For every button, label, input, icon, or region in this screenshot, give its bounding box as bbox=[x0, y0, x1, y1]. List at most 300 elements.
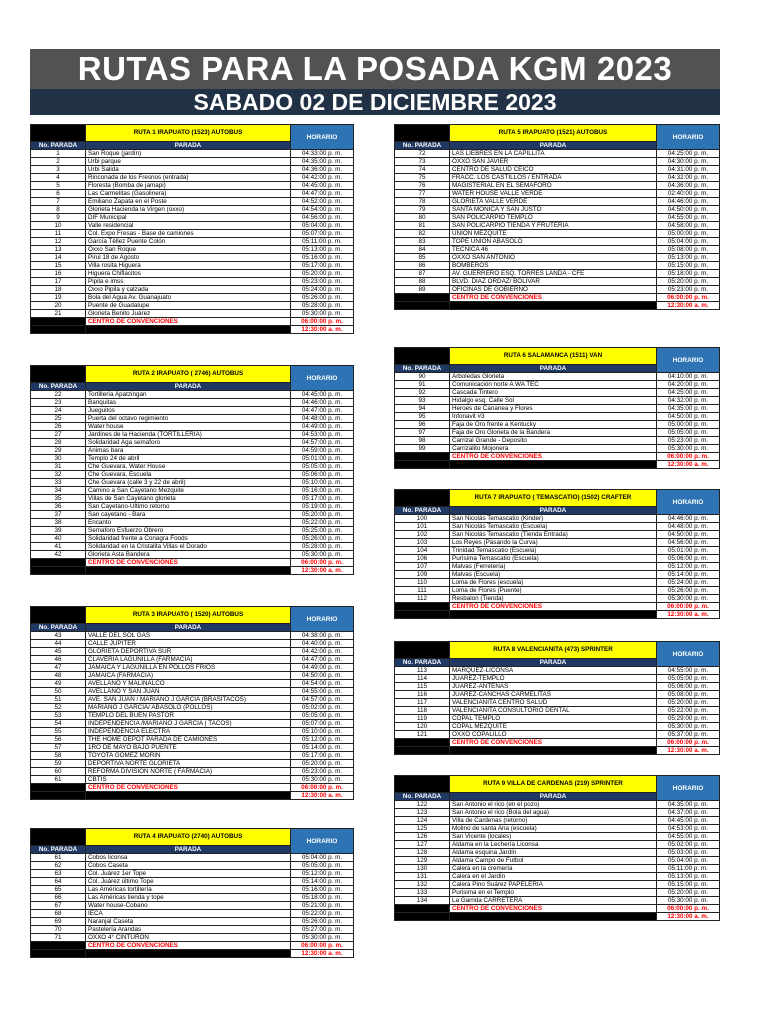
stop-time: 04:55:00 p. m. bbox=[657, 833, 720, 841]
stop-name: VALENCIANITA CENTRO SALUD bbox=[450, 699, 657, 707]
stop-name: Che Guevara, Water House bbox=[86, 463, 291, 471]
stop-time: 04:55:00 p. m. bbox=[657, 667, 720, 675]
stop-time: 05:30:00 p. m. bbox=[291, 934, 354, 942]
stop-name: Aldama en la Lechería Liconsa bbox=[450, 841, 657, 849]
destination-name: CENTRO DE CONVENCIONES bbox=[450, 294, 657, 302]
stop-name: Templo 24 de abril bbox=[86, 455, 291, 463]
table-row bbox=[31, 768, 354, 776]
stop-name: LAS LIEBRES EN LA CAPILLITA bbox=[450, 150, 657, 158]
stop-number: 32 bbox=[31, 471, 86, 479]
stop-number: 22 bbox=[31, 391, 86, 399]
stop-number: 18 bbox=[31, 286, 86, 294]
stop-name: San Roque (jardín) bbox=[86, 150, 291, 158]
table-row bbox=[31, 519, 354, 527]
stop-time: 04:48:00 p. m. bbox=[291, 415, 354, 423]
stop-time: 05:08:00 p. m. bbox=[657, 246, 720, 254]
route-schedule-table bbox=[30, 606, 354, 800]
stop-time: 04:59:00 p. m. bbox=[291, 447, 354, 455]
stop-name: Loma de Flores (Puente) bbox=[450, 587, 657, 595]
stop-time: 05:06:00 p. m. bbox=[291, 471, 354, 479]
stop-time: 05:04:00 p. m. bbox=[291, 854, 354, 862]
stop-time: 05:30:00 p. m. bbox=[291, 551, 354, 559]
stop-number: 69 bbox=[31, 918, 86, 926]
return-row bbox=[395, 611, 720, 619]
stop-name: Las Américas tienda y tope bbox=[86, 894, 291, 902]
horario-header: HORARIO bbox=[291, 607, 354, 632]
stop-time: 05:11:00 p. m. bbox=[657, 865, 720, 873]
return-time: 12:30:00 a. m. bbox=[291, 792, 354, 800]
table-row bbox=[395, 897, 720, 905]
stop-time: 04:37:00 p. m. bbox=[657, 809, 720, 817]
stop-name: Purisima en el Templo bbox=[450, 889, 657, 897]
stop-time: 04:40:00 p. m. bbox=[291, 640, 354, 648]
stop-name: SAN POLICARPIO TEMPLO bbox=[450, 214, 657, 222]
return-row bbox=[31, 326, 354, 334]
horario-header: HORARIO bbox=[291, 829, 354, 854]
stop-time: 05:19:00 p. m. bbox=[291, 503, 354, 511]
stop-number: 130 bbox=[395, 865, 450, 873]
stop-number: 54 bbox=[31, 720, 86, 728]
stop-number: 6 bbox=[31, 190, 86, 198]
table-row bbox=[395, 563, 720, 571]
stop-time: 05:24:00 p. m. bbox=[291, 286, 354, 294]
stop-time: 05:37:00 p. m. bbox=[657, 731, 720, 739]
stop-time: 05:02:00 p. m. bbox=[657, 841, 720, 849]
table-row bbox=[395, 683, 720, 691]
page-title: RUTAS PARA LA POSADA KGM 2023 bbox=[30, 49, 720, 89]
table-row bbox=[31, 150, 354, 158]
table-row bbox=[31, 934, 354, 942]
table-row bbox=[31, 910, 354, 918]
table-row bbox=[31, 447, 354, 455]
stop-name: MAGISTERIAL EN EL SEMAFORO bbox=[450, 182, 657, 190]
stop-number: 76 bbox=[395, 182, 450, 190]
stop-time: 04:45:00 p. m. bbox=[291, 182, 354, 190]
stop-name: Arboledas Glorieta bbox=[450, 373, 657, 381]
stop-number: 67 bbox=[31, 902, 86, 910]
stop-time: 04:47:00 p. m. bbox=[291, 190, 354, 198]
blank-cell bbox=[31, 792, 86, 800]
stop-name: INDEPENDENCIA ELECTRA bbox=[86, 728, 291, 736]
table-row bbox=[395, 699, 720, 707]
stop-number: 57 bbox=[31, 744, 86, 752]
table-row bbox=[395, 413, 720, 421]
table-row bbox=[31, 286, 354, 294]
table-row bbox=[31, 736, 354, 744]
destination-name: CENTRO DE CONVENCIONES bbox=[450, 739, 657, 747]
stop-name: Faja de Oro Glorieta de la Bandera bbox=[450, 429, 657, 437]
blank-cell bbox=[395, 490, 450, 507]
stop-time: 04:10:00 p. m. bbox=[657, 373, 720, 381]
stop-number: 94 bbox=[395, 405, 450, 413]
destination-name: CENTRO DE CONVENCIONES bbox=[86, 318, 291, 326]
stop-name: Valle residencial bbox=[86, 222, 291, 230]
table-row bbox=[395, 405, 720, 413]
stop-number: 20 bbox=[31, 302, 86, 310]
table-row bbox=[31, 230, 354, 238]
stop-time: 04:55:00 p. m. bbox=[291, 688, 354, 696]
stop-time: 05:12:00 p. m. bbox=[657, 563, 720, 571]
stop-name: TECNICA 46 bbox=[450, 246, 657, 254]
stop-name: JUAREZ-ANTENAS bbox=[450, 683, 657, 691]
table-row bbox=[31, 720, 354, 728]
blank-cell bbox=[395, 611, 450, 619]
table-row bbox=[395, 809, 720, 817]
stop-number: 92 bbox=[395, 389, 450, 397]
stop-number: 131 bbox=[395, 873, 450, 881]
table-row bbox=[31, 926, 354, 934]
stop-time: 05:30:00 p. m. bbox=[657, 595, 720, 603]
stop-time: 05:26:00 p. m. bbox=[291, 918, 354, 926]
stop-time: 04:53:00 p. m. bbox=[291, 431, 354, 439]
table-row bbox=[31, 752, 354, 760]
stop-number: 1 bbox=[31, 150, 86, 158]
stop-time: 05:11:00 p. m. bbox=[291, 238, 354, 246]
return-time: 12:30:00 a. m. bbox=[291, 950, 354, 958]
table-row bbox=[31, 878, 354, 886]
stop-number: 107 bbox=[395, 563, 450, 571]
stop-name: AVELLANO Y MALINALCO bbox=[86, 680, 291, 688]
stop-number: 24 bbox=[31, 407, 86, 415]
table-row bbox=[395, 182, 720, 190]
route-table-9 bbox=[394, 775, 720, 921]
stop-name: Puente de Guadalupe bbox=[86, 302, 291, 310]
table-row bbox=[31, 632, 354, 640]
stop-name: Comunicación norte A WA TEC bbox=[450, 381, 657, 389]
stop-number: 96 bbox=[395, 421, 450, 429]
table-row bbox=[395, 547, 720, 555]
stop-number: 102 bbox=[395, 531, 450, 539]
table-row bbox=[31, 182, 354, 190]
page-subtitle: SABADO 02 DE DICIEMBRE 2023 bbox=[30, 89, 720, 115]
stop-name: Calera Pino Suárez PAPELERIA bbox=[450, 881, 657, 889]
stop-time: 05:04:00 p. m. bbox=[657, 857, 720, 865]
stop-name: Glorieta Hacienda la Virgen (oxxo) bbox=[86, 206, 291, 214]
table-row bbox=[31, 680, 354, 688]
stop-name: VALLE DEL SOL GAS bbox=[86, 632, 291, 640]
stop-time: 05:29:00 p. m. bbox=[657, 715, 720, 723]
stop-name: Hidalgo esq. Calle Sol bbox=[450, 397, 657, 405]
stop-number: 81 bbox=[395, 222, 450, 230]
stop-name: Oxxo San Roque bbox=[86, 246, 291, 254]
column-header-no-parada: No. PARADA bbox=[31, 624, 86, 632]
route-table-2 bbox=[30, 365, 354, 575]
stop-number: 101 bbox=[395, 523, 450, 531]
stop-time: 05:28:00 p. m. bbox=[291, 543, 354, 551]
stop-time: 05:30:00 p. m. bbox=[657, 897, 720, 905]
stop-number: 91 bbox=[395, 381, 450, 389]
stop-number: 120 bbox=[395, 723, 450, 731]
table-row bbox=[31, 870, 354, 878]
table-row bbox=[31, 543, 354, 551]
stop-number: 98 bbox=[395, 437, 450, 445]
stop-number: 27 bbox=[31, 431, 86, 439]
stop-number: 84 bbox=[395, 246, 450, 254]
table-row bbox=[31, 640, 354, 648]
table-row bbox=[395, 262, 720, 270]
stop-number: 36 bbox=[31, 503, 86, 511]
destination-row bbox=[395, 294, 720, 302]
stop-name: IECA bbox=[86, 910, 291, 918]
table-row bbox=[395, 865, 720, 873]
stop-number: 64 bbox=[31, 878, 86, 886]
stop-name: REFORMA DIVISION NORTE ( FARMACIA) bbox=[86, 768, 291, 776]
stop-time: 05:14:00 p. m. bbox=[657, 571, 720, 579]
stop-number: 7 bbox=[31, 198, 86, 206]
table-row bbox=[31, 696, 354, 704]
return-row bbox=[395, 461, 720, 469]
stop-name: Purísima Temascatio (Escuela) bbox=[450, 555, 657, 563]
table-row bbox=[31, 399, 354, 407]
stop-time: 04:48:00 p. m. bbox=[657, 523, 720, 531]
table-row bbox=[31, 704, 354, 712]
stop-time: 05:13:00 p. m. bbox=[657, 254, 720, 262]
stop-number: 50 bbox=[31, 688, 86, 696]
stop-time: 04:50:00 p. m. bbox=[657, 206, 720, 214]
stop-name: OXXO SAN JAVIER bbox=[450, 158, 657, 166]
blank-cell bbox=[31, 567, 86, 575]
table-row bbox=[31, 391, 354, 399]
table-row bbox=[31, 648, 354, 656]
stop-name: Faja de Oro frente a Kentucky bbox=[450, 421, 657, 429]
stop-number: 33 bbox=[31, 479, 86, 487]
stop-number: 111 bbox=[395, 587, 450, 595]
stop-number: 65 bbox=[31, 886, 86, 894]
table-row bbox=[395, 230, 720, 238]
destination-name: CENTRO DE CONVENCIONES bbox=[450, 603, 657, 611]
stop-number: 127 bbox=[395, 841, 450, 849]
stop-number: 58 bbox=[31, 752, 86, 760]
destination-row bbox=[395, 739, 720, 747]
stop-name: Las Carmelitas (Gasolinera) bbox=[86, 190, 291, 198]
destination-name: CENTRO DE CONVENCIONES bbox=[86, 559, 291, 567]
horario-header: HORARIO bbox=[291, 125, 354, 150]
stop-name: Animas bara bbox=[86, 447, 291, 455]
stop-name: JUAREZ-CANCHAS CARMELITAS bbox=[450, 691, 657, 699]
stop-number: 62 bbox=[31, 862, 86, 870]
stop-number: 12 bbox=[31, 238, 86, 246]
table-row bbox=[31, 471, 354, 479]
stop-number: 8 bbox=[31, 206, 86, 214]
blank-cell bbox=[395, 913, 450, 921]
stop-number: 93 bbox=[395, 397, 450, 405]
table-row bbox=[31, 854, 354, 862]
stop-time: 05:01:00 p. m. bbox=[657, 547, 720, 555]
stop-name: Che Guevara (calle 3 y 22 de abril) bbox=[86, 479, 291, 487]
destination-name: CENTRO DE CONVENCIONES bbox=[450, 453, 657, 461]
stop-name: MARIANO J GARCIA/ ABASOLO (POLLOS) bbox=[86, 704, 291, 712]
stop-number: 70 bbox=[31, 926, 86, 934]
stop-name: CLAVERIA LAGUNILLA (FARMACIA) bbox=[86, 656, 291, 664]
table-row bbox=[395, 571, 720, 579]
stop-time: 05:21:00 p. m. bbox=[291, 902, 354, 910]
return-time: 12:30:00 a. m. bbox=[657, 747, 720, 755]
blank-cell bbox=[450, 913, 657, 921]
stop-time: 05:05:00 p. m. bbox=[657, 429, 720, 437]
stop-number: 42 bbox=[31, 551, 86, 559]
stop-number: 16 bbox=[31, 270, 86, 278]
stop-name: Aldama Campo de Futbol bbox=[450, 857, 657, 865]
stop-name: OFICINAS DE GOBIERNO bbox=[450, 286, 657, 294]
blank-cell bbox=[395, 739, 450, 747]
stop-name: Infonavit #3 bbox=[450, 413, 657, 421]
stop-number: 9 bbox=[31, 214, 86, 222]
stop-name: Encanto bbox=[86, 519, 291, 527]
stop-time: 04:46:00 p. m. bbox=[657, 515, 720, 523]
stop-number: 100 bbox=[395, 515, 450, 523]
stop-number: 87 bbox=[395, 270, 450, 278]
stop-time: 05:02:00 p. m. bbox=[291, 704, 354, 712]
stop-time: 05:20:00 p. m. bbox=[291, 511, 354, 519]
stop-name: AV. GUERRERO ESQ. TORRES LANDA - CFE bbox=[450, 270, 657, 278]
table-row bbox=[31, 712, 354, 720]
column-header-parada: PARADA bbox=[450, 365, 657, 373]
table-row bbox=[31, 672, 354, 680]
stop-number: 126 bbox=[395, 833, 450, 841]
table-row bbox=[395, 889, 720, 897]
stop-time: 04:20:00 p. m. bbox=[657, 381, 720, 389]
column-header-parada: PARADA bbox=[86, 383, 291, 391]
stop-name: AVELLANO Y SAN JUAN bbox=[86, 688, 291, 696]
stop-name: AVE. SAN JUAN / MARIANO J GARCIA (BRASITACOS) bbox=[86, 696, 291, 704]
column-header-no-parada: No. PARADA bbox=[395, 142, 450, 150]
table-row bbox=[31, 278, 354, 286]
stop-time: 05:28:00 p. m. bbox=[291, 302, 354, 310]
table-row bbox=[31, 479, 354, 487]
blank-cell bbox=[31, 318, 86, 326]
table-row bbox=[31, 862, 354, 870]
destination-name: CENTRO DE CONVENCIONES bbox=[86, 784, 291, 792]
blank-cell bbox=[395, 302, 450, 310]
route-schedule-table bbox=[394, 641, 720, 755]
stop-name: FRACC. LOS CASTILLOS / ENTRADA bbox=[450, 174, 657, 182]
table-row bbox=[31, 886, 354, 894]
blank-cell bbox=[395, 776, 450, 793]
table-row bbox=[395, 437, 720, 445]
destination-row bbox=[31, 318, 354, 326]
stop-time: 05:10:00 p. m. bbox=[291, 728, 354, 736]
stop-name: Villa rosita Higuera bbox=[86, 262, 291, 270]
stop-name: Urbi Salida bbox=[86, 166, 291, 174]
stop-name: Naranjal Caseta bbox=[86, 918, 291, 926]
stop-name: Pipila e imss bbox=[86, 278, 291, 286]
route-table-5 bbox=[394, 124, 720, 310]
stop-name: CBTIS bbox=[86, 776, 291, 784]
route-title: RUTA 6 SALAMANCA (1511) VAN bbox=[450, 348, 657, 365]
stop-time: 05:06:00 p. m. bbox=[657, 683, 720, 691]
stop-number: 21 bbox=[31, 310, 86, 318]
table-row bbox=[31, 431, 354, 439]
column-header-parada: PARADA bbox=[86, 846, 291, 854]
column-header-no-parada: No. PARADA bbox=[395, 793, 450, 801]
table-row bbox=[395, 214, 720, 222]
blank-cell bbox=[31, 559, 86, 567]
table-row bbox=[395, 190, 720, 198]
stop-name: San Nicolás Temascatio (Escuela) bbox=[450, 523, 657, 531]
table-row bbox=[395, 587, 720, 595]
stop-name: Jardines de la Hacienda (TORTILLERIA) bbox=[86, 431, 291, 439]
stop-number: 39 bbox=[31, 527, 86, 535]
route-table-1 bbox=[30, 124, 354, 334]
stop-number: 55 bbox=[31, 728, 86, 736]
blank-cell bbox=[86, 567, 291, 575]
stop-time: 04:25:00 p. m. bbox=[657, 389, 720, 397]
horario-header: HORARIO bbox=[291, 366, 354, 391]
stop-time: 05:07:00 p. m. bbox=[291, 720, 354, 728]
blank-cell bbox=[31, 125, 86, 142]
stop-name: 1RO DE MAYO BAJO PUENTE bbox=[86, 744, 291, 752]
return-time: 12:30:00 a. m. bbox=[291, 326, 354, 334]
table-row bbox=[395, 579, 720, 587]
table-row bbox=[395, 198, 720, 206]
table-row bbox=[395, 222, 720, 230]
stop-number: 49 bbox=[31, 680, 86, 688]
return-time: 12:30:00 a. m. bbox=[657, 611, 720, 619]
stop-name: Cascada Tintero bbox=[450, 389, 657, 397]
return-time: 12:30:00 a. m. bbox=[657, 913, 720, 921]
table-row bbox=[395, 667, 720, 675]
stop-name: Aldama esquina Jardín bbox=[450, 849, 657, 857]
table-row bbox=[31, 918, 354, 926]
route-title: RUTA 9 VILLA DE CARDENAS (219) SPRINTER bbox=[450, 776, 657, 793]
table-row bbox=[395, 158, 720, 166]
stop-name: Che Guevara, Escuela bbox=[86, 471, 291, 479]
stop-time: 05:12:00 p. m. bbox=[291, 870, 354, 878]
stop-time: 04:58:00 p. m. bbox=[657, 222, 720, 230]
stop-number: 72 bbox=[395, 150, 450, 158]
blank-cell bbox=[31, 607, 86, 624]
stop-number: 119 bbox=[395, 715, 450, 723]
column-header-no-parada: No. PARADA bbox=[395, 507, 450, 515]
stop-time: 04:57:00 p. m. bbox=[291, 439, 354, 447]
table-row bbox=[31, 407, 354, 415]
table-row bbox=[395, 539, 720, 547]
stop-name: San Vicente (locales) bbox=[450, 833, 657, 841]
table-row bbox=[31, 487, 354, 495]
table-row bbox=[31, 776, 354, 784]
table-row bbox=[395, 397, 720, 405]
table-row bbox=[395, 849, 720, 857]
stop-name: Cobos Caseta bbox=[86, 862, 291, 870]
table-row bbox=[395, 286, 720, 294]
stop-name: COPAL MEZQUITE bbox=[450, 723, 657, 731]
blank-cell bbox=[450, 747, 657, 755]
stop-number: 73 bbox=[395, 158, 450, 166]
stop-number: 97 bbox=[395, 429, 450, 437]
stop-name: WATER HOUSE VALLE VERDE bbox=[450, 190, 657, 198]
column-header-no-parada: No. PARADA bbox=[395, 365, 450, 373]
stop-name: Puerta del octavo regimiento bbox=[86, 415, 291, 423]
column-header-parada: PARADA bbox=[450, 659, 657, 667]
stop-time: 05:05:00 p. m. bbox=[291, 463, 354, 471]
stop-time: 05:14:00 p. m. bbox=[291, 744, 354, 752]
stop-time: 05:20:00 p. m. bbox=[291, 270, 354, 278]
stop-name: Pirul 18 de Agosto bbox=[86, 254, 291, 262]
blank-cell bbox=[395, 642, 450, 659]
return-row bbox=[31, 950, 354, 958]
stop-number: 48 bbox=[31, 672, 86, 680]
destination-row bbox=[31, 559, 354, 567]
stop-name: Col. Juárez último Tope bbox=[86, 878, 291, 886]
table-row bbox=[31, 302, 354, 310]
stop-time: 05:20:00 p. m. bbox=[657, 889, 720, 897]
stop-time: 05:08:00 p. m. bbox=[657, 691, 720, 699]
stop-number: 59 bbox=[31, 760, 86, 768]
stop-number: 61 bbox=[31, 854, 86, 862]
table-row bbox=[31, 222, 354, 230]
blank-cell bbox=[86, 792, 291, 800]
stop-number: 43 bbox=[31, 632, 86, 640]
